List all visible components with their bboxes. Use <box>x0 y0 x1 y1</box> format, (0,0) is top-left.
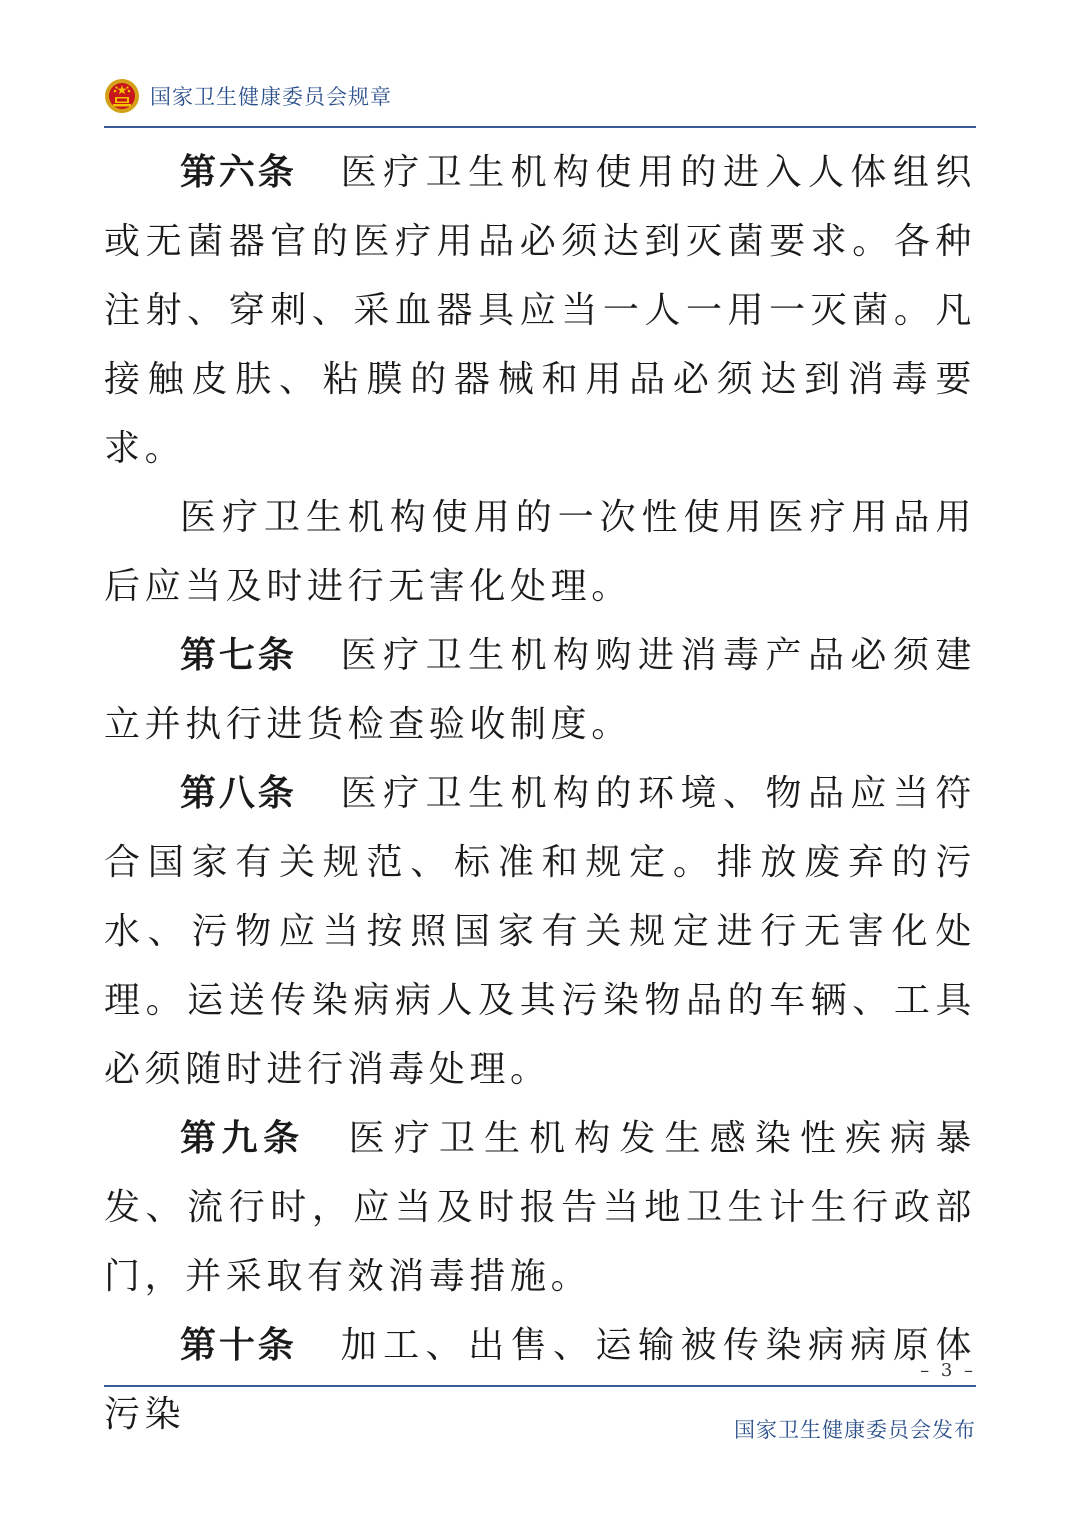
page-number: – 3 – <box>920 1360 976 1381</box>
footer-divider <box>104 1385 976 1387</box>
article-text: 医疗卫生机构发生感染性疾病暴发、流行时，应当及时报告当地卫生计生行政部门，并采取有效消毒措施。 <box>104 1118 976 1297</box>
article-paragraph <box>104 138 976 483</box>
article-text: 医疗卫生机构使用的进入人体组织或无菌器官的医疗用品必须达到灭菌要求。各种注射、穿刺、采血器具应当一人一用一灭菌。凡接触皮肤、粘膜的器械和用品必须达到消毒要求。 <box>104 152 976 469</box>
document-body <box>104 138 976 1449</box>
header-title: 国家卫生健康委员会规章 <box>150 85 392 109</box>
article-number: 第六条 <box>180 152 297 193</box>
article-text: 医疗卫生机构购进消毒产品必须建立并执行进货检查验收制度。 <box>104 635 976 745</box>
national-emblem-icon <box>104 78 140 114</box>
article-text: 加工、出售、运输被传染病病原体污染 <box>104 1325 976 1435</box>
page-header <box>104 76 976 116</box>
header-divider <box>104 126 976 128</box>
article-number: 第九条 <box>180 1118 305 1159</box>
article-text: 医疗卫生机构的环境、物品应当符合国家有关规范、标准和规定。排放废弃的污水、污物应当按照国家有关规定进行无害化处理。运送传染病病人及其污染物品的车辆、工具必须随时进行消毒处理。 <box>104 773 976 1090</box>
article-paragraph <box>104 621 976 759</box>
article-paragraph <box>104 759 976 1104</box>
article-number: 第七条 <box>180 635 297 676</box>
article-number: 第八条 <box>180 773 297 814</box>
footer-publisher: 国家卫生健康委员会发布 <box>734 1418 976 1442</box>
article-number: 第十条 <box>180 1325 297 1366</box>
article-paragraph <box>104 1104 976 1311</box>
article-text: 医疗卫生机构使用的一次性使用医疗用品用后应当及时进行无害化处理。 <box>104 497 976 607</box>
article-paragraph <box>104 483 976 621</box>
